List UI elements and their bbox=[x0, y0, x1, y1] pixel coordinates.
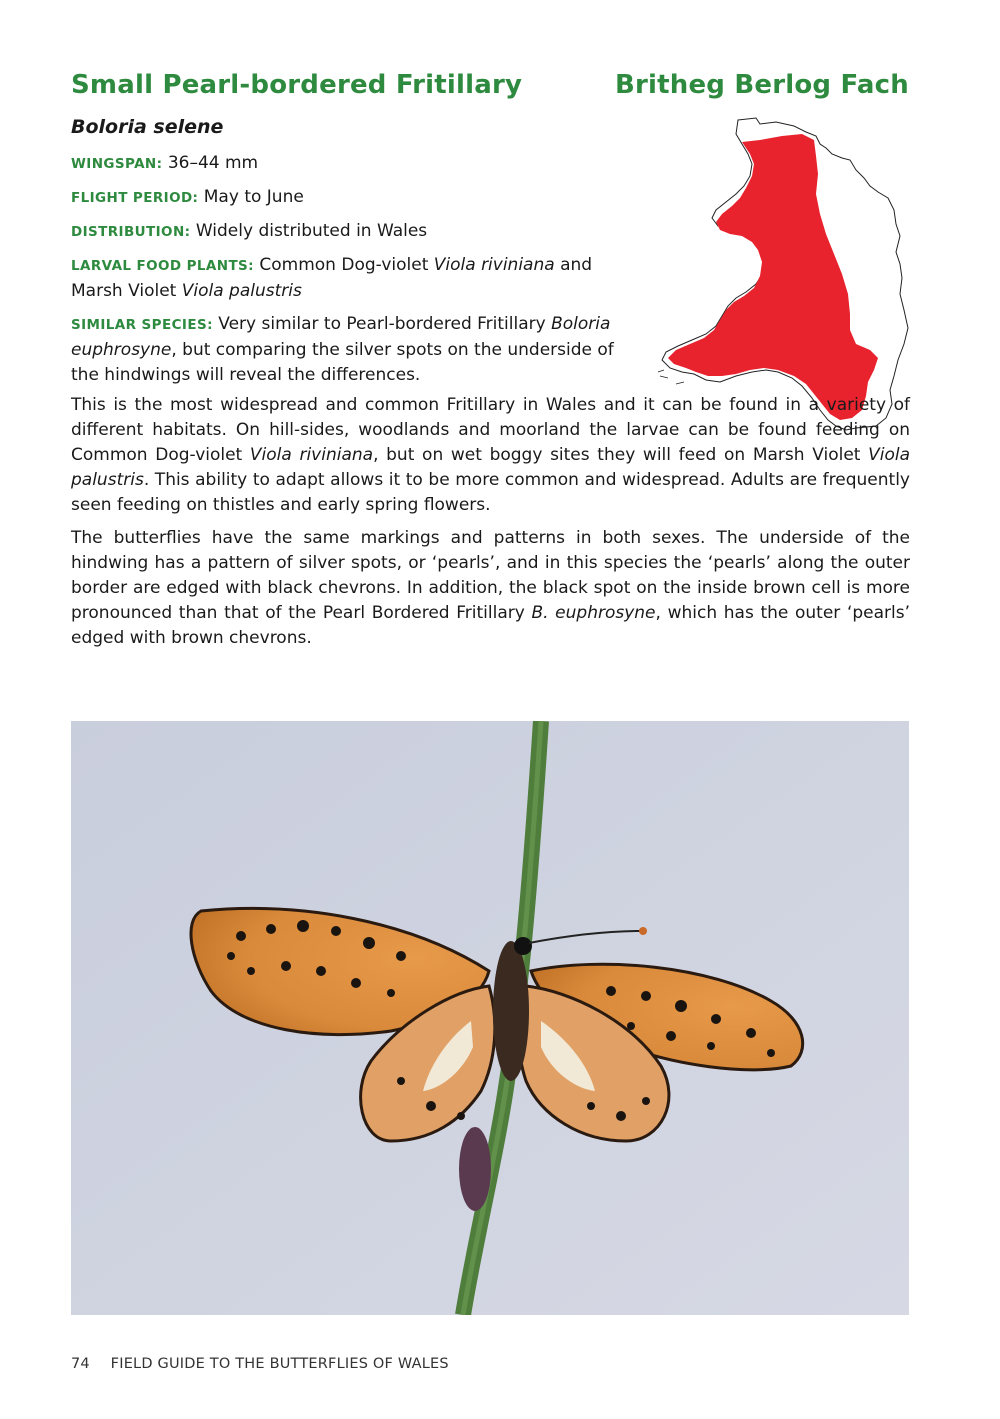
paragraph-2-text-a: The butterflies have the same markings and patterns in both sexes. The underside of the hindwing has a pattern of silver spots, or ‘pearls’, and in this species the ‘pearls’ along the outer border are edged with black chevrons. In addition, the black spot on the inside brown cell is more pronounced than that of the Pearl Bordered Fritillary bbox=[71, 528, 910, 623]
larval-food-text-2: and Marsh Violet bbox=[71, 255, 593, 301]
paragraph-1-text-c: . This ability to adapt allows it to be more common and widespread. Adults are frequently seen feeding on thistles and early spring flowers. bbox=[71, 470, 910, 515]
paragraph-1-sci-2: Viola palustris bbox=[71, 445, 911, 490]
species-description bbox=[71, 393, 910, 659]
paragraph-2-text-b: , which has the outer ‘pearls’ edged with brown chevrons. bbox=[71, 603, 910, 648]
distribution-row bbox=[71, 219, 631, 245]
similar-species-text-2: , but comparing the silver spots on the underside of the hindwings will reveal the differences. bbox=[71, 340, 614, 385]
distribution-value: Widely distributed in Wales bbox=[195, 221, 428, 241]
wales-distribution-map bbox=[656, 114, 911, 434]
wingspan-label: WINGSPAN: bbox=[71, 156, 163, 172]
similar-species-label: SIMILAR SPECIES: bbox=[71, 317, 213, 333]
larval-food-sci-1: Viola riviniana bbox=[433, 255, 555, 275]
larval-food-sci-2: Viola palustris bbox=[181, 281, 302, 301]
butterfly-eye bbox=[514, 937, 532, 955]
paragraph-1-sci-1: Viola riviniana bbox=[249, 445, 374, 465]
description-paragraph-1 bbox=[71, 393, 910, 518]
larval-food-label: LARVAL FOOD PLANTS: bbox=[71, 258, 254, 274]
species-facts bbox=[71, 151, 631, 396]
similar-species-sci: Boloria euphrosyne bbox=[71, 314, 611, 360]
flight-period-value: May to June bbox=[203, 187, 304, 207]
book-title: FIELD GUIDE TO THE BUTTERFLIES OF WALES bbox=[110, 1356, 449, 1372]
similar-species-text-1: Very similar to Pearl-bordered Fritillary bbox=[218, 314, 546, 334]
butterfly-photo bbox=[71, 721, 909, 1315]
paragraph-1-text-b: , but on wet boggy sites they will feed on Marsh Violet bbox=[373, 445, 861, 465]
scientific-name: Boloria selene bbox=[71, 116, 224, 138]
paragraph-1-text-a: This is the most widespread and common Fritillary in Wales and it can be found in a variety of different habitats. On hill-sides, woodlands and moorland the larvae can be found feeding on Common Dog-violet bbox=[71, 395, 910, 465]
flight-period-label: FLIGHT PERIOD: bbox=[71, 190, 199, 206]
wingspan-value: 36–44 mm bbox=[167, 153, 259, 173]
flower-bud bbox=[459, 1127, 491, 1211]
similar-species-row bbox=[71, 312, 631, 388]
paragraph-2-sci: B. euphrosyne bbox=[531, 603, 656, 623]
larval-food-row bbox=[71, 253, 631, 304]
distribution-label: DISTRIBUTION: bbox=[71, 224, 191, 240]
description-paragraph-2 bbox=[71, 526, 910, 651]
page-footer bbox=[71, 1356, 449, 1372]
butterfly-body bbox=[493, 941, 529, 1081]
species-title-welsh: Britheg Berlog Fach bbox=[614, 70, 909, 100]
wingspan-row bbox=[71, 151, 631, 177]
species-title-english: Small Pearl-bordered Fritillary bbox=[71, 70, 523, 100]
page-number: 74 bbox=[71, 1356, 90, 1372]
larval-food-text-1: Common Dog-violet bbox=[259, 255, 429, 275]
flight-period-row bbox=[71, 185, 631, 211]
